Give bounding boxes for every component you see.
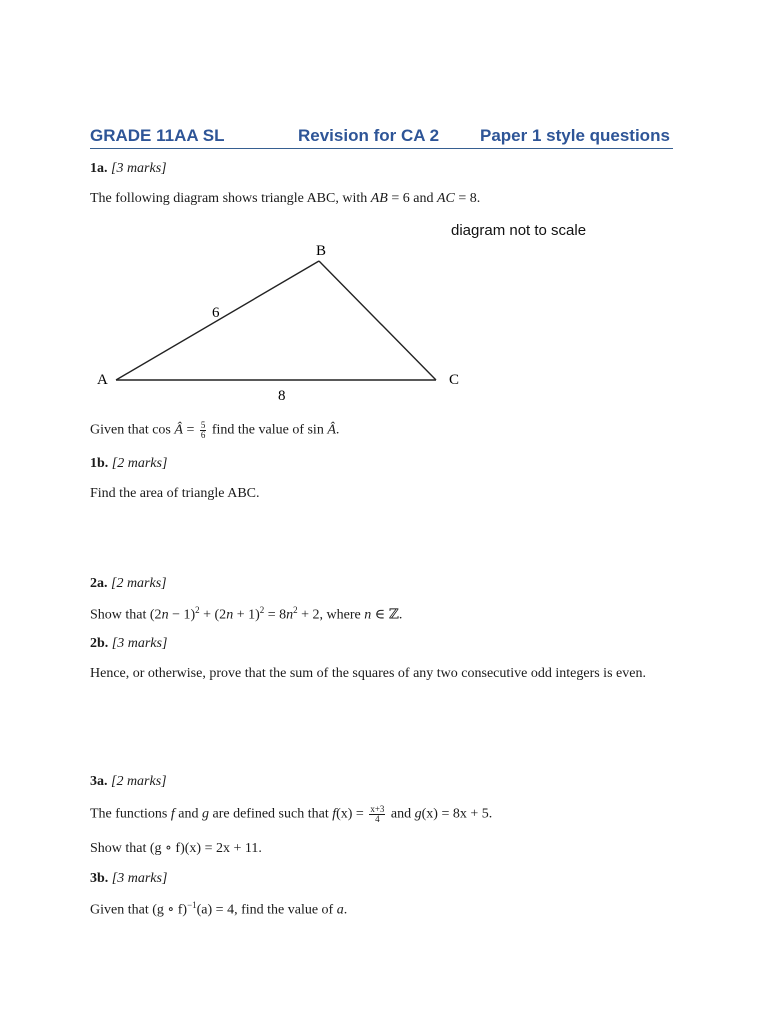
def-text: The functions <box>90 806 171 822</box>
question-1b-heading <box>90 456 167 472</box>
question-number: 1b. <box>90 456 109 471</box>
intro-text-mid: = 6 and <box>387 191 437 206</box>
expr-part: ∈ ℤ. <box>371 607 403 623</box>
side-bc <box>319 261 436 380</box>
function-f: f <box>332 806 337 822</box>
triangle-diagram <box>88 218 628 408</box>
intro-text-end: = 8. <box>454 191 481 206</box>
question-3b-heading <box>90 871 167 887</box>
question-2b-heading <box>90 636 167 652</box>
question-marks: [2 marks] <box>111 774 167 789</box>
worksheet-header <box>90 124 673 149</box>
vertex-b-label: B <box>316 243 327 259</box>
expr-part: + 2, where <box>297 607 365 623</box>
diagram-note: diagram not to scale <box>451 222 587 239</box>
inverse-exponent: −1 <box>187 900 197 910</box>
question-1a-intro <box>90 191 480 207</box>
question-3a-definition <box>90 805 492 824</box>
question-3a-text: Show that (g ∘ f)(x) = 2x + 11. <box>90 841 262 856</box>
question-number: 1a. <box>90 161 108 176</box>
intro-ac: AC <box>436 191 455 206</box>
question-1b-text: Find the area of triangle ABC. <box>90 486 260 501</box>
question-2a-text <box>90 605 402 624</box>
given-text-end: . <box>335 422 340 438</box>
expr-part: Show that (2 <box>90 607 162 623</box>
question-2a-heading <box>90 576 167 592</box>
header-grade: GRADE 11AA SL <box>90 126 225 145</box>
question-marks: [2 marks] <box>111 456 168 471</box>
given-text-mid: find the value of sin <box>208 422 328 438</box>
expr-part: + 1) <box>233 607 260 623</box>
fraction-numerator: 5 <box>200 420 206 430</box>
vertex-a-label: A <box>97 372 108 388</box>
question-marks: [3 marks] <box>111 871 168 886</box>
question-marks: [2 marks] <box>111 576 167 591</box>
question-2b-text: Hence, or otherwise, prove that the sum of the squares of any two consecutive odd integers is even. <box>90 666 646 681</box>
question-number: 2a. <box>90 576 108 591</box>
fraction-x-plus-3-over-4 <box>369 805 385 824</box>
var-a: a <box>336 902 344 918</box>
vertex-c-label: C <box>449 372 460 388</box>
exponent: 2 <box>195 605 200 615</box>
question-1a-text <box>90 421 339 440</box>
fraction-denominator: 6 <box>200 430 206 440</box>
fraction-numerator: x+3 <box>370 804 385 814</box>
var-n: n <box>226 607 234 623</box>
def-text: (x) = <box>336 806 368 822</box>
equals-sign: = <box>182 422 198 438</box>
header-revision: Revision for CA 2 <box>298 126 440 145</box>
question-marks: [3 marks] <box>111 636 168 651</box>
def-text: and <box>174 806 202 822</box>
var-n: n <box>286 607 294 623</box>
expr-part: (a) = 4, find the value of <box>196 902 337 918</box>
angle-a: Â <box>174 422 183 438</box>
expr-part: . <box>343 902 348 918</box>
question-marks: [3 marks] <box>111 161 167 176</box>
def-text: and <box>387 806 415 822</box>
expr-part: Given that (g ∘ f) <box>90 902 188 918</box>
question-number: 2b. <box>90 636 109 651</box>
function-f: f <box>170 806 175 822</box>
question-number: 3b. <box>90 871 109 886</box>
var-n: n <box>364 607 372 623</box>
question-number: 3a. <box>90 774 108 789</box>
exponent: 2 <box>293 605 298 615</box>
def-text: are defined such that <box>208 806 333 822</box>
side-ac-length: 8 <box>278 388 286 404</box>
fraction-five-sixths <box>200 421 207 440</box>
function-g: g <box>414 806 422 822</box>
expr-part: − 1) <box>168 607 196 623</box>
question-3a-heading <box>90 774 167 790</box>
expr-part: = 8 <box>264 607 287 623</box>
intro-text: The following diagram shows triangle ABC, with <box>90 191 371 206</box>
expr-part: + (2 <box>199 607 227 623</box>
side-ab-length: 6 <box>212 305 220 321</box>
intro-ab: AB <box>370 191 388 206</box>
exponent: 2 <box>259 605 265 615</box>
function-g: g <box>201 806 209 822</box>
question-3b-text <box>90 900 347 919</box>
fraction-denominator: 4 <box>375 814 380 824</box>
var-n: n <box>161 607 169 623</box>
def-text: (x) = 8x + 5. <box>421 806 493 822</box>
angle-a-2: Â <box>327 422 336 438</box>
given-text: Given that cos <box>90 422 175 438</box>
question-1a-heading <box>90 161 167 177</box>
header-paper: Paper 1 style questions <box>480 126 670 145</box>
